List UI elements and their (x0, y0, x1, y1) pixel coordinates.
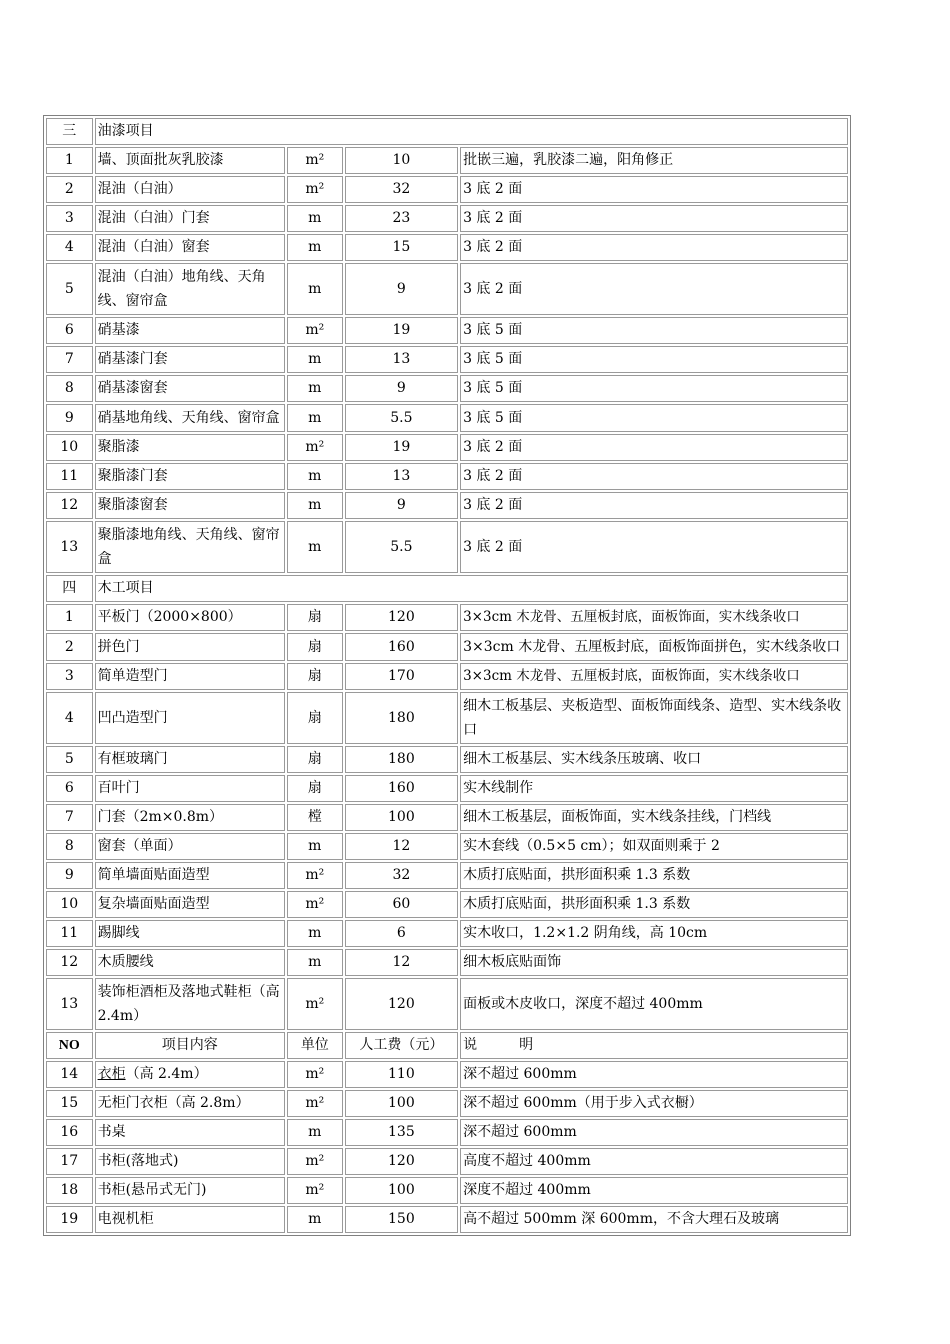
unit: m (287, 463, 343, 490)
section-row-wood (46, 575, 848, 602)
item-content: 聚脂漆门套 (95, 463, 285, 490)
unit: m² (287, 1090, 343, 1117)
unit: m (287, 234, 343, 261)
unit: m² (287, 176, 343, 203)
item-content: 门套（2m×0.8m） (95, 804, 285, 831)
item-content: 装饰柜酒柜及落地式鞋柜（高 2.4m） (95, 978, 285, 1030)
unit: m² (287, 1061, 343, 1088)
unit: m² (287, 147, 343, 174)
section-number: 四 (46, 575, 93, 602)
note: 木质打底贴面，拱形面积乘 1.3 系数 (460, 862, 848, 889)
labor-cost: 100 (345, 1177, 458, 1204)
table-row (46, 663, 848, 690)
row-number: 12 (46, 492, 93, 519)
item-content: 电视机柜 (95, 1206, 285, 1233)
note: 3×3cm 木龙骨、五厘板封底，面板饰面，实木线条收口 (460, 663, 848, 690)
table-row (46, 1090, 848, 1117)
item-content: 书柜(落地式) (95, 1148, 285, 1175)
row-number: 1 (46, 147, 93, 174)
section-title: 木工项目 (95, 575, 848, 602)
section-row-paint (46, 118, 848, 145)
note: 3 底 2 面 (460, 463, 848, 490)
header-unit: 单位 (287, 1032, 343, 1059)
table-row (46, 492, 848, 519)
unit: m (287, 375, 343, 402)
table-row (46, 176, 848, 203)
row-number: 2 (46, 176, 93, 203)
table-row (46, 346, 848, 373)
labor-cost: 180 (345, 692, 458, 744)
header-note: 说 明 (460, 1032, 848, 1059)
row-number: 5 (46, 746, 93, 773)
labor-cost: 9 (345, 492, 458, 519)
table-row (46, 804, 848, 831)
table-row (46, 1119, 848, 1146)
row-number: 1 (46, 604, 93, 631)
row-number: 14 (46, 1061, 93, 1088)
table-row (46, 375, 848, 402)
note: 3 底 2 面 (460, 234, 848, 261)
item-suffix: （高 2.4m） (125, 1066, 208, 1082)
labor-cost: 12 (345, 833, 458, 860)
note: 3 底 2 面 (460, 434, 848, 461)
item-content (95, 1061, 285, 1088)
price-table (43, 115, 851, 1236)
table-row (46, 234, 848, 261)
labor-cost: 32 (345, 862, 458, 889)
row-number: 18 (46, 1177, 93, 1204)
table-row (46, 205, 848, 232)
note: 深度不超过 400mm (460, 1177, 848, 1204)
row-number: 4 (46, 692, 93, 744)
row-number: 5 (46, 263, 93, 315)
unit: m (287, 949, 343, 976)
note: 木质打底贴面，拱形面积乘 1.3 系数 (460, 891, 848, 918)
row-number: 3 (46, 205, 93, 232)
note: 高度不超过 400mm (460, 1148, 848, 1175)
row-number: 8 (46, 833, 93, 860)
unit: m (287, 1119, 343, 1146)
labor-cost: 135 (345, 1119, 458, 1146)
labor-cost: 5.5 (345, 521, 458, 573)
note: 3 底 2 面 (460, 205, 848, 232)
labor-cost: 5.5 (345, 404, 458, 432)
item-content: 墙、顶面批灰乳胶漆 (95, 147, 285, 174)
table-row (46, 920, 848, 947)
table-row (46, 862, 848, 889)
row-number: 12 (46, 949, 93, 976)
labor-cost: 19 (345, 434, 458, 461)
table-row (46, 263, 848, 315)
note: 3 底 5 面 (460, 317, 848, 344)
item-content: 硝基漆门套 (95, 346, 285, 373)
note: 实木线制作 (460, 775, 848, 802)
labor-cost: 120 (345, 604, 458, 631)
labor-cost: 60 (345, 891, 458, 918)
row-number: 10 (46, 434, 93, 461)
labor-cost: 19 (345, 317, 458, 344)
row-number: 13 (46, 521, 93, 573)
row-number: 11 (46, 463, 93, 490)
table-row (46, 521, 848, 573)
item-content: 硝基地角线、天角线、窗帘盒 (95, 404, 285, 432)
note: 3 底 2 面 (460, 263, 848, 315)
labor-cost: 23 (345, 205, 458, 232)
item-content: 木质腰线 (95, 949, 285, 976)
note: 3×3cm 木龙骨、五厘板封底，面板饰面，实木线条收口 (460, 604, 848, 631)
note: 细木工板基层、夹板造型、面板饰面线条、造型、实木线条收口 (460, 692, 848, 744)
note: 批嵌三遍，乳胶漆二遍，阳角修正 (460, 147, 848, 174)
item-content: 混油（白油）地角线、天角线、窗帘盒 (95, 263, 285, 315)
header-no: NO (46, 1032, 93, 1059)
note: 细木工板基层、实木线条压玻璃、收口 (460, 746, 848, 773)
table-row (46, 147, 848, 174)
note: 深不超过 600mm (460, 1119, 848, 1146)
labor-cost: 12 (345, 949, 458, 976)
unit: m² (287, 978, 343, 1030)
header-labor: 人工费（元） (345, 1032, 458, 1059)
table-row (46, 404, 848, 432)
labor-cost: 13 (345, 463, 458, 490)
table-row (46, 434, 848, 461)
unit: 扇 (287, 633, 343, 661)
table-row (46, 833, 848, 860)
table-row (46, 463, 848, 490)
unit: m² (287, 1148, 343, 1175)
unit: m (287, 833, 343, 860)
labor-cost: 110 (345, 1061, 458, 1088)
item-content: 书桌 (95, 1119, 285, 1146)
item-content: 凹凸造型门 (95, 692, 285, 744)
table-row (46, 775, 848, 802)
unit: m (287, 920, 343, 947)
unit: 扇 (287, 775, 343, 802)
item-content: 聚脂漆窗套 (95, 492, 285, 519)
item-link[interactable]: 衣柜 (97, 1066, 126, 1082)
unit: m (287, 346, 343, 373)
item-content: 有框玻璃门 (95, 746, 285, 773)
row-number: 9 (46, 862, 93, 889)
note: 实木收口，1.2×1.2 阴角线，高 10cm (460, 920, 848, 947)
unit: m (287, 1206, 343, 1233)
table-row (46, 1177, 848, 1204)
unit: m² (287, 891, 343, 918)
row-number: 4 (46, 234, 93, 261)
unit: m (287, 205, 343, 232)
item-content: 硝基漆窗套 (95, 375, 285, 402)
header-item: 项目内容 (95, 1032, 285, 1059)
row-number: 2 (46, 633, 93, 661)
section-title: 油漆项目 (95, 118, 848, 145)
note: 实木套线（0.5×5 cm）；如双面则乘于 2 (460, 833, 848, 860)
labor-cost: 160 (345, 775, 458, 802)
row-number: 15 (46, 1090, 93, 1117)
item-content: 无柜门衣柜（高 2.8m） (95, 1090, 285, 1117)
labor-cost: 9 (345, 375, 458, 402)
table-row (46, 746, 848, 773)
labor-cost: 32 (345, 176, 458, 203)
note: 细木工板基层，面板饰面，实木线条挂线，门档线 (460, 804, 848, 831)
row-number: 13 (46, 978, 93, 1030)
table-row (46, 1061, 848, 1088)
unit: 扇 (287, 604, 343, 631)
note: 深不超过 600mm（用于步入式衣橱） (460, 1090, 848, 1117)
row-number: 7 (46, 804, 93, 831)
table-row (46, 949, 848, 976)
unit: 扇 (287, 663, 343, 690)
labor-cost: 15 (345, 234, 458, 261)
row-number: 8 (46, 375, 93, 402)
table-row (46, 1148, 848, 1175)
row-number: 19 (46, 1206, 93, 1233)
labor-cost: 10 (345, 147, 458, 174)
item-content: 拼色门 (95, 633, 285, 661)
table-row (46, 1206, 848, 1233)
item-content: 聚脂漆地角线、天角线、窗帘盒 (95, 521, 285, 573)
item-content: 混油（白油） (95, 176, 285, 203)
row-number: 17 (46, 1148, 93, 1175)
unit: m (287, 404, 343, 432)
table-row (46, 317, 848, 344)
row-number: 16 (46, 1119, 93, 1146)
labor-cost: 160 (345, 633, 458, 661)
unit: 樘 (287, 804, 343, 831)
note: 3 底 5 面 (460, 404, 848, 432)
labor-cost: 180 (345, 746, 458, 773)
item-content: 百叶门 (95, 775, 285, 802)
note: 3 底 2 面 (460, 176, 848, 203)
note: 3 底 2 面 (460, 492, 848, 519)
unit: 扇 (287, 746, 343, 773)
table-row (46, 692, 848, 744)
labor-cost: 120 (345, 1148, 458, 1175)
table-row (46, 978, 848, 1030)
labor-cost: 100 (345, 1090, 458, 1117)
item-content: 简单造型门 (95, 663, 285, 690)
unit: m (287, 263, 343, 315)
labor-cost: 170 (345, 663, 458, 690)
labor-cost: 150 (345, 1206, 458, 1233)
labor-cost: 120 (345, 978, 458, 1030)
row-number: 7 (46, 346, 93, 373)
table-row (46, 633, 848, 661)
unit: m² (287, 1177, 343, 1204)
row-number: 11 (46, 920, 93, 947)
column-header-row (46, 1032, 848, 1059)
item-content: 窗套（单面） (95, 833, 285, 860)
labor-cost: 6 (345, 920, 458, 947)
labor-cost: 13 (345, 346, 458, 373)
row-number: 6 (46, 775, 93, 802)
section-number: 三 (46, 118, 93, 145)
unit: 扇 (287, 692, 343, 744)
table-row (46, 604, 848, 631)
note: 3 底 5 面 (460, 375, 848, 402)
unit: m² (287, 862, 343, 889)
note: 3 底 2 面 (460, 521, 848, 573)
note: 面板或木皮收口，深度不超过 400mm (460, 978, 848, 1030)
row-number: 9 (46, 404, 93, 432)
note: 3 底 5 面 (460, 346, 848, 373)
item-content: 简单墙面贴面造型 (95, 862, 285, 889)
unit: m² (287, 317, 343, 344)
table-row (46, 891, 848, 918)
item-content: 硝基漆 (95, 317, 285, 344)
unit: m (287, 492, 343, 519)
item-content: 混油（白油）窗套 (95, 234, 285, 261)
note: 细木板底贴面饰 (460, 949, 848, 976)
item-content: 书柜(悬吊式无门) (95, 1177, 285, 1204)
unit: m (287, 521, 343, 573)
item-content: 复杂墙面贴面造型 (95, 891, 285, 918)
unit: m² (287, 434, 343, 461)
row-number: 10 (46, 891, 93, 918)
note: 3×3cm 木龙骨、五厘板封底，面板饰面拼色，实木线条收口 (460, 633, 848, 661)
item-content: 聚脂漆 (95, 434, 285, 461)
labor-cost: 9 (345, 263, 458, 315)
item-content: 平板门（2000×800） (95, 604, 285, 631)
note: 深不超过 600mm (460, 1061, 848, 1088)
row-number: 6 (46, 317, 93, 344)
row-number: 3 (46, 663, 93, 690)
item-content: 踢脚线 (95, 920, 285, 947)
labor-cost: 100 (345, 804, 458, 831)
item-content: 混油（白油）门套 (95, 205, 285, 232)
note: 高不超过 500mm 深 600mm，不含大理石及玻璃 (460, 1206, 848, 1233)
